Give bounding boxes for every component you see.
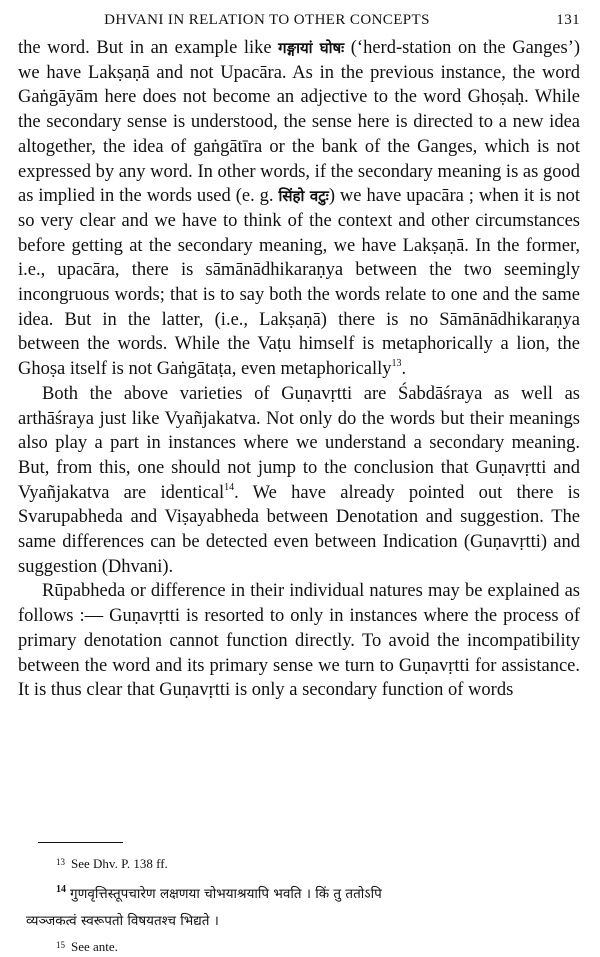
paragraph-1-text-d: . xyxy=(401,359,407,380)
paragraph-1-text-a: the word. But in an example like xyxy=(18,38,279,58)
paragraph-1-text-c: ) we have upacāra ; when it is not so very clear and we have to think of the context and other circumstances before getting at the secondary meaning, we have Lakṣaṇā. In the former, i.e., upacāra, there is sāmānādhikaraṇya between the two seemingly incongruous words; that is to say both the words relate to one and the same idea. But in the latter, (i.e., Lakṣaṇā) there is no Sāmānādhikaraṇya between the words. While the Vaṭu himself is metaphorically a lion, the Ghoṣa itself is not Gaṅgātaṭa, even metaphorically xyxy=(18,186,580,380)
paragraph-2-text-a: Both the above varieties of Guṇavṛtti are Śabdāśraya as well as arthāśraya just like Vyañjakatva. Not only do the words but their meanings also play a part in instances where we understand a secondary meaning. But, from this, one should not jump to the conclusion that Guṇavṛtti and Vyañjakatva are identical xyxy=(18,383,580,503)
footnote-ref-14: 14 xyxy=(224,481,235,493)
footnote-15 xyxy=(56,935,580,957)
footnote-14-line-2: व्यञ्जकत्वं स्वरूपतो विषयतश्च भिद्यते । xyxy=(26,913,219,929)
footnotes xyxy=(26,852,580,957)
footnote-14 xyxy=(26,876,580,935)
running-head xyxy=(18,10,580,36)
running-head-title: DHVANI IN RELATION TO OTHER CONCEPTS xyxy=(104,12,430,28)
book-page xyxy=(18,10,581,954)
body-text xyxy=(18,36,580,703)
sanskrit-example-ganga: गङ्गायां घोषः xyxy=(278,39,345,57)
footnote-13 xyxy=(56,852,580,874)
footnote-14-number: 14 xyxy=(56,884,66,895)
paragraph-3-text: Rūpabheda or difference in their individual natures may be explained as follows :— Guṇavṛtti is resorted to only in instances where the process of primary denotation cannot function directly. To avoid the incompatibility between the word and its primary sense we turn to Guṇavṛtti for assistance. It is thus clear that Guṇavṛtti is only a secondary function of words xyxy=(18,581,580,701)
sanskrit-example-simha: सिंहो वटुः xyxy=(278,187,329,206)
paragraph-2 xyxy=(18,382,580,580)
paragraph-2-text-b: . We have already pointed out there is Svarupabheda and Viṣayabheda between Denotation and suggestion. The same differences can be detected even between Indication (Guṇavṛtti) and suggestion (Dhvani). xyxy=(18,482,580,577)
footnote-15-number: 15 xyxy=(56,940,65,950)
page-number: 131 xyxy=(556,12,580,28)
paragraph-1 xyxy=(18,36,580,382)
footnote-rule xyxy=(38,842,123,843)
paragraph-1-text-b: (‘herd-station on the Ganges’) we have Lakṣaṇā and not Upacāra. As in the previous instance, the word Gaṅgāyām here does not become an adjective to the word Ghoṣaḥ. While the secondary sense is understood, the sense here is directed to a new idea altogether, the idea of gaṅgātīra or the bank of the Ganges, which is not expressed by any word. In other words, if the secondary meaning is as good as implied in the words used (e. g. xyxy=(18,38,581,207)
footnote-13-text: See Dhv. P. 138 ff. xyxy=(71,856,168,871)
footnote-ref-13: 13 xyxy=(391,357,402,369)
footnote-14-line-1: गुणवृत्तिस्तूपचारेण लक्षणया चोभयाश्रयापि भवति । किं तु ततोऽपि xyxy=(70,886,382,902)
footnote-13-number: 13 xyxy=(56,857,65,867)
paragraph-3 xyxy=(18,579,580,703)
footnote-15-text: See ante. xyxy=(71,939,118,954)
